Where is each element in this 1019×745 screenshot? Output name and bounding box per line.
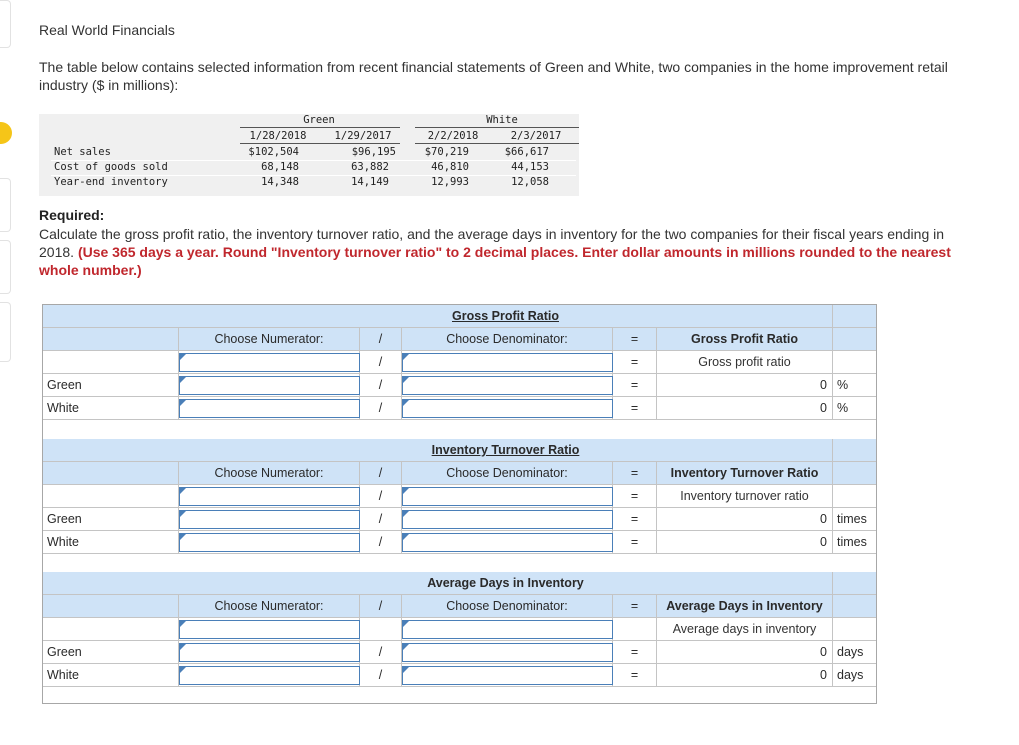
table-cell: $96,195	[351, 146, 396, 158]
row-label: Year-end inventory	[54, 176, 168, 188]
result-header: Inventory Turnover Ratio	[670, 466, 819, 480]
dropdown-marker-icon	[180, 377, 186, 383]
company-label: Green	[47, 512, 82, 526]
white-denominator-input[interactable]	[402, 533, 613, 552]
slash-symbol: /	[378, 401, 383, 415]
dropdown-marker-icon	[403, 354, 409, 360]
table-cell: 68,148	[261, 161, 299, 173]
required-text	[39, 225, 974, 279]
date-header: 1/29/2017	[334, 130, 392, 142]
left-rail	[0, 0, 12, 745]
white-denominator-input[interactable]	[402, 399, 613, 418]
date-header: 2/2/2018	[427, 130, 479, 142]
white-denominator-input[interactable]	[402, 666, 613, 685]
dropdown-marker-icon	[180, 534, 186, 540]
financial-data-table	[39, 114, 579, 196]
numerator-header: Choose Numerator:	[214, 466, 324, 480]
section-title-row	[43, 439, 876, 462]
label-row	[43, 351, 876, 374]
required-instructions: Calculate the gross profit ratio, the inventory turnover ratio, and the average days in inventory for the two companies for their fiscal years ending in 2018.	[39, 226, 945, 260]
table-cell: 63,882	[351, 161, 389, 173]
column-header-row	[43, 328, 876, 351]
company-header-green: Green	[303, 114, 335, 126]
rail-tab[interactable]	[0, 240, 11, 294]
denominator-header: Choose Denominator:	[446, 466, 568, 480]
company-label: White	[47, 668, 79, 682]
equals-symbol: =	[630, 378, 639, 392]
slash-symbol: /	[378, 645, 383, 659]
section-title: Average Days in Inventory	[427, 576, 584, 590]
white-result-value: 0	[820, 535, 827, 549]
label-row	[43, 485, 876, 508]
table-cell: $70,219	[424, 146, 469, 158]
label-row	[43, 618, 876, 641]
white-numerator-input[interactable]	[179, 533, 360, 552]
company-label: Green	[47, 378, 82, 392]
dropdown-marker-icon	[180, 488, 186, 494]
slash-symbol: /	[378, 489, 383, 503]
denominator-header: Choose Denominator:	[446, 332, 568, 346]
equals-symbol: =	[630, 332, 639, 346]
slash-symbol: /	[378, 466, 383, 480]
company-label: White	[47, 535, 79, 549]
green-denominator-input[interactable]	[402, 376, 613, 395]
result-label: Average days in inventory	[672, 622, 817, 636]
white-numerator-input[interactable]	[179, 666, 360, 685]
rail-tab[interactable]	[0, 302, 11, 362]
header-rule	[240, 143, 400, 144]
company-row-green	[43, 641, 876, 664]
company-row-white	[43, 664, 876, 687]
company-row-white	[43, 397, 876, 420]
dropdown-marker-icon	[180, 644, 186, 650]
denominator-label-input[interactable]	[402, 620, 613, 639]
row-label: Net sales	[54, 146, 111, 158]
equals-symbol: =	[630, 599, 639, 613]
dropdown-marker-icon	[403, 488, 409, 494]
unit-label: times	[837, 512, 867, 526]
equals-symbol: =	[630, 355, 639, 369]
green-result-value: 0	[820, 645, 827, 659]
green-result-value: 0	[820, 378, 827, 392]
slash-symbol: /	[378, 599, 383, 613]
unit-label: %	[837, 378, 849, 392]
result-header: Average Days in Inventory	[666, 599, 823, 613]
dropdown-marker-icon	[180, 511, 186, 517]
result-label: Gross profit ratio	[698, 355, 791, 369]
dropdown-marker-icon	[403, 511, 409, 517]
unit-label: days	[837, 668, 864, 682]
white-numerator-input[interactable]	[179, 399, 360, 418]
dropdown-marker-icon	[403, 377, 409, 383]
row-label: Cost of goods sold	[54, 161, 168, 173]
green-numerator-input[interactable]	[179, 643, 360, 662]
company-row-white	[43, 531, 876, 554]
equals-symbol: =	[630, 535, 639, 549]
date-header: 2/3/2017	[510, 130, 562, 142]
unit-label: %	[837, 401, 849, 415]
denominator-header: Choose Denominator:	[446, 599, 568, 613]
answer-grid	[42, 304, 877, 704]
question-indicator-icon[interactable]	[0, 122, 12, 144]
slash-symbol: /	[378, 332, 383, 346]
equals-symbol: =	[630, 489, 639, 503]
required-heading: Required:	[39, 207, 105, 223]
result-header: Gross Profit Ratio	[691, 332, 798, 346]
spacer-row	[43, 420, 876, 439]
company-row-green	[43, 374, 876, 397]
rail-tab[interactable]	[0, 0, 11, 48]
date-header: 1/28/2018	[249, 130, 307, 142]
green-numerator-input[interactable]	[179, 376, 360, 395]
company-row-green	[43, 508, 876, 531]
equals-symbol: =	[630, 645, 639, 659]
dropdown-marker-icon	[403, 400, 409, 406]
section-title-row	[43, 572, 876, 595]
denominator-label-input[interactable]	[402, 353, 613, 372]
green-result-value: 0	[820, 512, 827, 526]
dropdown-marker-icon	[180, 354, 186, 360]
numerator-label-input[interactable]	[179, 353, 360, 372]
green-numerator-input[interactable]	[179, 510, 360, 529]
white-result-value: 0	[820, 401, 827, 415]
header-rule	[240, 127, 400, 128]
white-result-value: 0	[820, 668, 827, 682]
company-label: Green	[47, 645, 82, 659]
header-rule	[415, 127, 579, 128]
denominator-label-input[interactable]	[402, 487, 613, 506]
numerator-header: Choose Numerator:	[214, 332, 324, 346]
section-title: Inventory Turnover Ratio	[431, 443, 580, 457]
slash-symbol: /	[378, 378, 383, 392]
green-denominator-input[interactable]	[402, 643, 613, 662]
result-label: Inventory turnover ratio	[680, 489, 809, 503]
dropdown-marker-icon	[180, 400, 186, 406]
green-denominator-input[interactable]	[402, 510, 613, 529]
numerator-label-input[interactable]	[179, 620, 360, 639]
table-cell: 14,149	[351, 176, 389, 188]
table-cell: 12,058	[511, 176, 549, 188]
equals-symbol: =	[630, 401, 639, 415]
section-title-row	[43, 305, 876, 328]
slash-symbol: /	[378, 355, 383, 369]
company-header-white: White	[486, 114, 518, 126]
spacer-row	[43, 554, 876, 572]
dropdown-marker-icon	[403, 621, 409, 627]
spacer-row	[43, 687, 876, 703]
page-title: Real World Financials	[39, 22, 175, 38]
table-cell: 12,993	[431, 176, 469, 188]
numerator-label-input[interactable]	[179, 487, 360, 506]
table-cell: 14,348	[261, 176, 299, 188]
unit-label: times	[837, 535, 867, 549]
equals-symbol: =	[630, 466, 639, 480]
table-cell: $102,504	[248, 146, 299, 158]
intro-text: The table below contains selected information from recent financial statements of Green and White, two companies in the home improvement retail industry ($ in millions):	[39, 59, 948, 93]
table-cell: 44,153	[511, 161, 549, 173]
dropdown-marker-icon	[403, 534, 409, 540]
rail-tab[interactable]	[0, 178, 11, 232]
table-cell: $66,617	[504, 146, 549, 158]
section-title: Gross Profit Ratio	[452, 309, 559, 323]
header-rule	[415, 143, 579, 144]
table-cell: 46,810	[431, 161, 469, 173]
dropdown-marker-icon	[180, 621, 186, 627]
equals-symbol: =	[630, 512, 639, 526]
dropdown-marker-icon	[180, 667, 186, 673]
numerator-header: Choose Numerator:	[214, 599, 324, 613]
company-label: White	[47, 401, 79, 415]
slash-symbol: /	[378, 668, 383, 682]
slash-symbol: /	[378, 512, 383, 526]
dropdown-marker-icon	[403, 667, 409, 673]
unit-label: days	[837, 645, 864, 659]
column-header-row	[43, 595, 876, 618]
required-note: (Use 365 days a year. Round "Inventory turnover ratio" to 2 decimal places. Enter dollar amounts in millions rounded to the nearest whole number.)	[39, 244, 951, 278]
column-header-row	[43, 462, 876, 485]
slash-symbol: /	[378, 535, 383, 549]
equals-symbol: =	[630, 668, 639, 682]
dropdown-marker-icon	[403, 644, 409, 650]
